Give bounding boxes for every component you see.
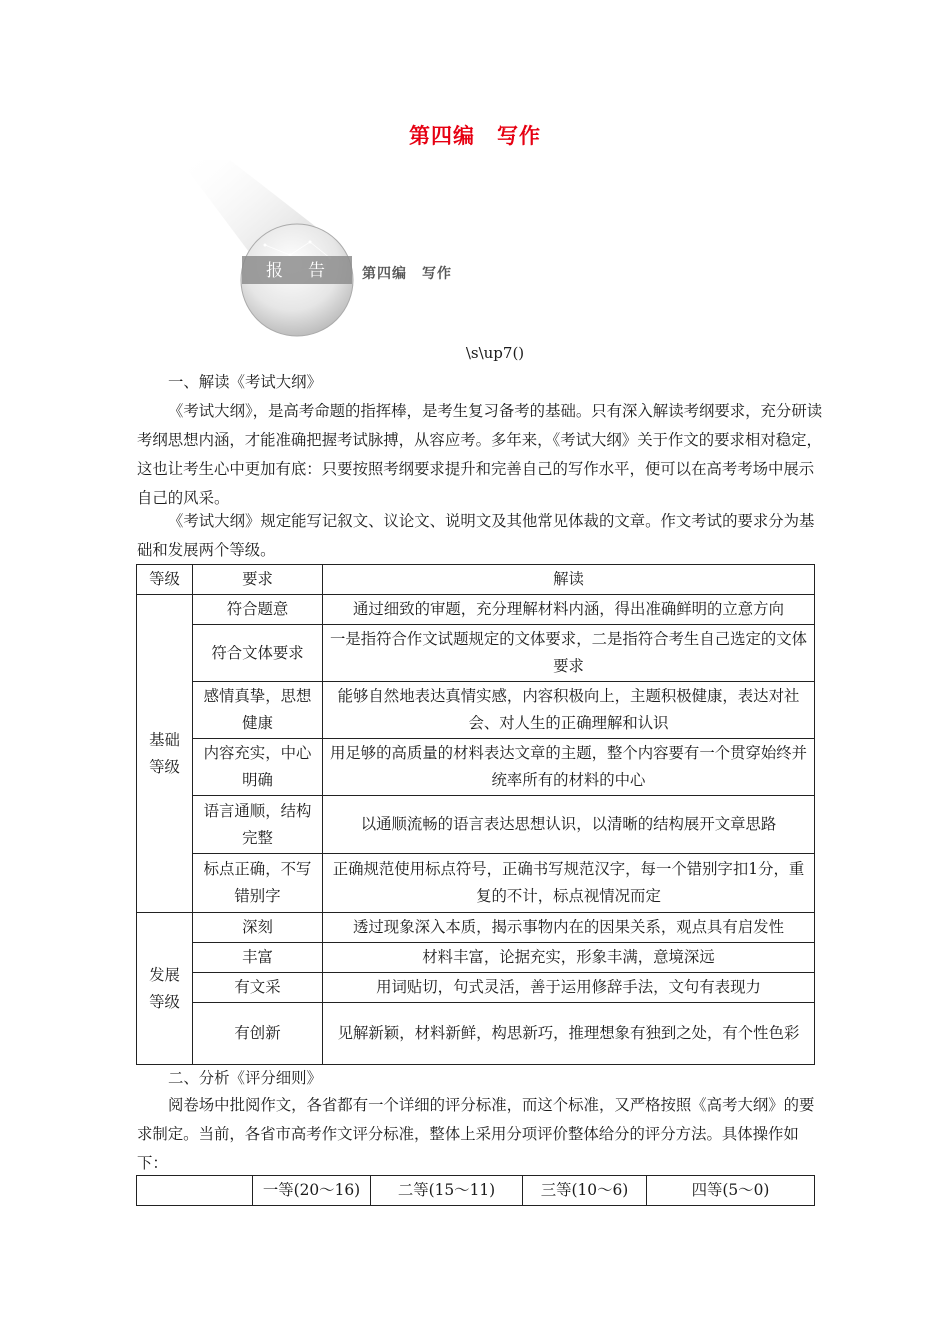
- requirement-cell: 符合题意: [193, 595, 323, 625]
- interpretation-cell: 用词贴切，句式灵活，善于运用修辞手法，文句有表现力: [323, 973, 815, 1003]
- section2-paragraph-1: 阅卷场中批阅作文，各省都有一个详细的评分标准，而这个标准，又严格按照《高考大纲》的要求制定。当前，各省市高考作文评分标准，整体上采用分项评价整体给分的评分方法。具体操作如下：: [137, 1096, 815, 1172]
- requirement-cell: 深刻: [193, 913, 323, 943]
- interpretation-cell: 以通顺流畅的语言表达思想认识，以清晰的结构展开文章思路: [323, 796, 815, 854]
- table-header-cell: 解读: [323, 565, 815, 595]
- requirement-cell: 有文采: [193, 973, 323, 1003]
- interpretation-cell: 能够自然地表达真情实感，内容积极向上，主题积极健康，表达对社会、对人生的正确理解和认识: [323, 682, 815, 739]
- level-cell-basic: 基础等级: [137, 595, 193, 913]
- interpretation-cell: 材料丰富，论据充实，形象丰满，意境深远: [323, 943, 815, 973]
- interpretation-cell: 见解新颖，材料新鲜，构思新巧，推理想象有独到之处，有个性色彩: [323, 1003, 815, 1065]
- scoring-header-cell: 三等(10～6): [523, 1176, 647, 1206]
- page-title: 第四编 写作: [409, 124, 541, 148]
- section1-heading: 一、解读《考试大纲》: [168, 373, 322, 391]
- field-code-line: \s\up7(): [465, 344, 525, 362]
- scoring-header-cell: [137, 1176, 253, 1206]
- banner-word-2: 告: [308, 261, 325, 281]
- table-header-cell: 等级: [137, 565, 193, 595]
- requirement-cell: 丰富: [193, 943, 323, 973]
- scoring-header-cell: 一等(20～16): [253, 1176, 371, 1206]
- report-banner-graphic: [170, 160, 490, 345]
- banner-word-1: 报: [266, 261, 283, 281]
- table-header-cell: 要求: [193, 565, 323, 595]
- interpretation-cell: 用足够的高质量的材料表达文章的主题，整个内容要有一个贯穿始终并统率所有的材料的中心: [323, 739, 815, 796]
- requirement-cell: 符合文体要求: [193, 625, 323, 682]
- section2-heading: 二、分析《评分细则》: [168, 1069, 322, 1087]
- requirement-cell: 内容充实，中心明确: [193, 739, 323, 796]
- scoring-header-cell: 二等(15～11): [371, 1176, 523, 1206]
- level-cell-development: 发展等级: [137, 913, 193, 1065]
- banner-label: 第四编 写作: [362, 266, 452, 282]
- section1-paragraph-1: 《考试大纲》，是高考命题的指挥棒，是考生复习备考的基础。只有深入解读考纲要求，充分研读考纲思想内涵，才能准确把握考试脉搏，从容应考。多年来，《考试大纲》关于作文的要求相对稳定，这也让考生心中更加有底：只要按照考纲要求提升和完善自己的写作水平，便可以在高考考场中展示自己的风采。: [137, 402, 823, 507]
- interpretation-cell: 一是指符合作文试题规定的文体要求，二是指符合考生自己选定的文体要求: [323, 625, 815, 682]
- requirement-cell: 有创新: [193, 1003, 323, 1065]
- scoring-table: [136, 1175, 815, 1206]
- requirement-cell: 语言通顺，结构完整: [193, 796, 323, 854]
- interpretation-cell: 透过现象深入本质，揭示事物内在的因果关系，观点具有启发性: [323, 913, 815, 943]
- scoring-header-cell: 四等(5～0): [647, 1176, 815, 1206]
- requirement-cell: 感情真挚，思想健康: [193, 682, 323, 739]
- interpretation-cell: 正确规范使用标点符号，正确书写规范汉字，每一个错别字扣1分，重复的不计，标点视情况而定: [323, 854, 815, 913]
- requirement-cell: 标点正确，不写错别字: [193, 854, 323, 913]
- interpretation-cell: 通过细致的审题，充分理解材料内涵，得出准确鲜明的立意方向: [323, 595, 815, 625]
- section1-paragraph-2: 《考试大纲》规定能写记叙文、议论文、说明文及其他常见体裁的文章。作文考试的要求分为基础和发展两个等级。: [137, 512, 815, 559]
- requirements-table: [136, 564, 815, 1065]
